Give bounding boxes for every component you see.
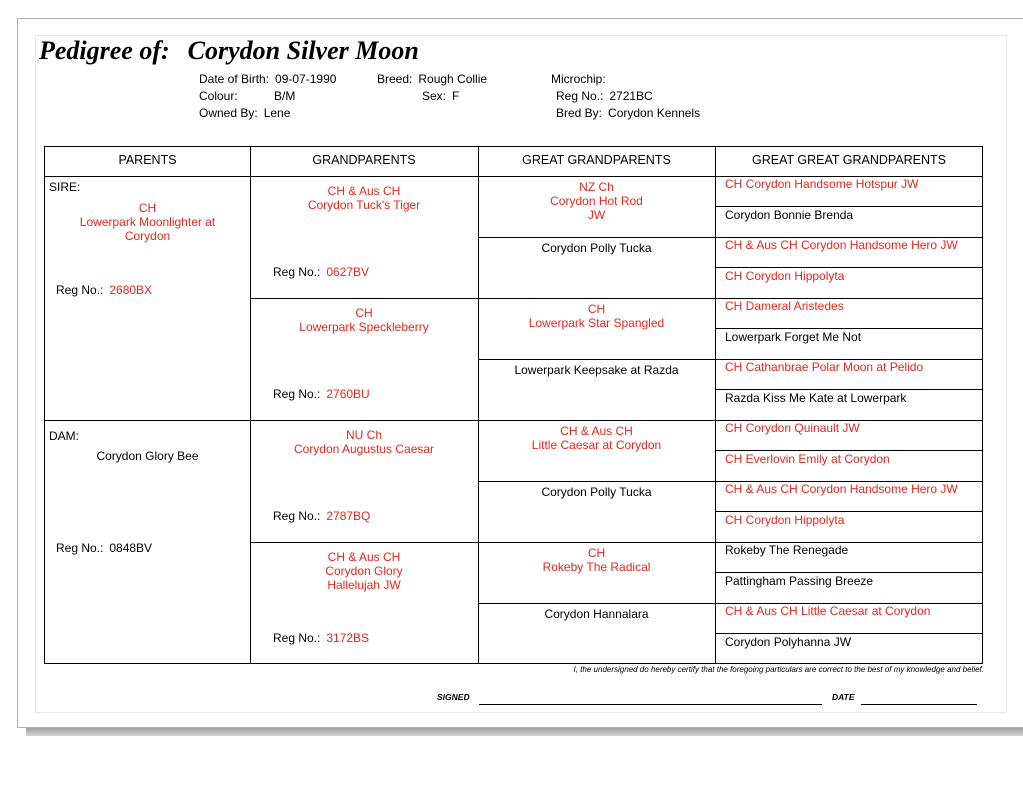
title-label: Pedigree of: [39, 36, 170, 65]
grandparent-reg [273, 265, 369, 279]
grandparent-reg [273, 631, 369, 645]
great-great-grandparent: CH & Aus CH Corydon Handsome Hero JW [725, 238, 958, 252]
owned-value: Lene [263, 106, 291, 120]
sex-value: F [452, 89, 460, 103]
microchip-field [551, 72, 612, 87]
grandparent-title: CH & Aus CH [327, 550, 401, 564]
grandparent-name: Lowerpark Speckleberry [299, 320, 429, 334]
row-divider [715, 206, 982, 207]
row-divider [478, 481, 715, 482]
dog-name: Corydon Silver Moon [187, 36, 419, 65]
header-parents: PARENTS [118, 153, 177, 167]
great-great-grandparent: CH Dameral Aristedes [725, 299, 844, 313]
great-grandparent-name: Lowerpark Star Spangled [528, 316, 665, 330]
grandparent-reg-label: Reg No.: [273, 631, 321, 645]
sex-label: Sex: [422, 89, 447, 103]
grandparent-reg-value: 0627BV [326, 265, 370, 279]
great-grandparent-title: CH [587, 546, 606, 560]
grandparent-reg-value: 3172BS [326, 631, 370, 645]
dam-reg [56, 541, 152, 555]
dam-name: Corydon Glory Bee [96, 449, 199, 463]
header-grandparents: GRANDPARENTS [312, 153, 416, 167]
breed-label: Breed: [377, 72, 413, 86]
great-grandparent-title: CH [587, 302, 606, 316]
header-great-grandparents: GREAT GRANDPARENTS [522, 153, 671, 167]
row-divider [478, 603, 715, 604]
great-grandparent-cell [478, 241, 715, 255]
great-grandparent-cell [478, 363, 715, 377]
great-great-grandparent: CH Corydon Hippolyta [725, 513, 845, 527]
grandparent-name: Corydon Tuck's Tiger [307, 198, 421, 212]
grandparent-reg-label: Reg No.: [273, 509, 321, 523]
great-grandparent-name: Lowerpark Keepsake at Razda [514, 363, 679, 377]
certification-text: I, the undersigned do hereby certify that the foregoing particulars are correct to the best of my knowledge and belief. [573, 665, 984, 674]
dam-label: DAM: [49, 429, 79, 443]
column-divider [715, 147, 716, 663]
row-divider [250, 298, 478, 299]
great-grandparent-name: Rokeby The Radical [542, 560, 651, 574]
row-divider [715, 633, 982, 634]
row-divider [478, 420, 715, 421]
header-great-great-grandparents: GREAT GREAT GRANDPARENTS [751, 153, 946, 167]
sire-reg-label: Reg No.: [56, 283, 104, 297]
dam-cell [45, 449, 250, 463]
great-grandparent-name: Corydon Hannalara [544, 607, 649, 621]
grandparent-name: Corydon Glory Hallelujah JW [325, 564, 403, 592]
row-divider [715, 267, 982, 268]
great-grandparent-name: Little Caesar at Corydon [531, 438, 662, 452]
grandparent-cell [250, 428, 478, 456]
breed-field [377, 72, 487, 87]
grandparent-cell [250, 184, 478, 212]
column-divider [478, 147, 479, 663]
sire-title: CH [138, 201, 157, 215]
owned-field [199, 106, 290, 121]
great-grandparent-name: Corydon Polly Tucka [541, 241, 652, 255]
dob-value: 09-07-1990 [275, 72, 337, 86]
reg-value: 2721BC [609, 89, 653, 103]
great-great-grandparent: CH & Aus CH Little Caesar at Corydon [725, 604, 931, 618]
grandparent-name: Corydon Augustus Caesar [293, 442, 435, 456]
great-grandparent-title: CH & Aus CH [560, 424, 633, 438]
sire-name: Lowerpark Moonlighter at Corydon [79, 215, 216, 243]
great-great-grandparent: Razda Kiss Me Kate at Lowerpark [725, 391, 907, 405]
colour-label: Colour: [199, 89, 238, 103]
great-great-grandparent: Pattingham Passing Breeze [725, 574, 874, 588]
row-divider [715, 389, 982, 390]
great-great-grandparent: CH Corydon Quinault JW [725, 421, 860, 435]
breed-value: Rough Collie [418, 72, 488, 86]
great-grandparent-cell [478, 546, 715, 574]
great-great-grandparent: CH Cathanbrae Polar Moon at Pelido [725, 360, 924, 374]
dob-label: Date of Birth: [199, 72, 270, 86]
grandparent-reg-value: 2760BU [326, 387, 370, 401]
great-great-grandparent: Rokeby The Renegade [725, 543, 849, 557]
dob-field [199, 72, 336, 87]
great-great-grandparent: Lowerpark Forget Me Not [725, 330, 862, 344]
owned-label: Owned By: [199, 106, 258, 120]
grandparent-cell [250, 550, 478, 592]
row-divider [478, 542, 715, 543]
row-divider [478, 298, 715, 299]
date-label: DATE [832, 692, 855, 702]
bred-field [556, 106, 700, 121]
signature-line [479, 704, 822, 705]
dam-reg-value: 0848BV [109, 541, 153, 555]
grandparent-title: NU Ch [345, 428, 382, 442]
row-divider [715, 572, 982, 573]
date-line [861, 704, 977, 705]
great-grandparent-cell [478, 424, 715, 452]
great-great-grandparent: CH Corydon Handsome Hotspur JW [725, 177, 919, 191]
microchip-label: Microchip: [551, 72, 606, 86]
grandparent-cell [250, 306, 478, 334]
sire-reg [56, 283, 152, 297]
grandparent-reg [273, 509, 370, 523]
row-divider [478, 237, 715, 238]
grandparent-reg [273, 387, 370, 401]
bred-label: Bred By: [556, 106, 603, 120]
grandparent-title: CH [355, 306, 373, 320]
signed-label: SIGNED [437, 692, 470, 702]
great-great-grandparent: CH Corydon Hippolyta [725, 269, 845, 283]
grandparent-title: CH & Aus CH [327, 184, 401, 198]
great-grandparent-title: NZ Ch [579, 180, 614, 194]
great-grandparent-cell [478, 302, 715, 330]
reg-label: Reg No.: [556, 89, 604, 103]
colour-value: B/M [274, 89, 296, 103]
row-divider [478, 359, 715, 360]
great-grandparent-cell [478, 607, 715, 621]
great-great-grandparent: CH Everlovin Emily at Corydon [725, 452, 890, 466]
great-grandparent-name: Corydon Polly Tucka [541, 485, 652, 499]
reg-field [556, 89, 653, 104]
bred-value: Corydon Kennels [608, 106, 701, 120]
grandparent-reg-value: 2787BQ [326, 509, 371, 523]
great-grandparent-cell [478, 180, 715, 222]
row-divider [45, 420, 478, 421]
row-divider [715, 328, 982, 329]
grandparent-reg-label: Reg No.: [273, 387, 321, 401]
great-grandparent-cell [478, 485, 715, 499]
row-divider [250, 542, 478, 543]
page-shadow [26, 727, 1023, 736]
sex-field [422, 89, 459, 104]
dam-reg-label: Reg No.: [56, 541, 104, 555]
row-divider [715, 511, 982, 512]
sire-cell [45, 201, 250, 243]
great-great-grandparent: Corydon Bonnie Brenda [725, 208, 854, 222]
great-great-grandparent: CH & Aus CH Corydon Handsome Hero JW [725, 482, 958, 496]
pedigree-table [44, 146, 983, 664]
row-divider [715, 450, 982, 451]
page-title [39, 36, 419, 66]
great-great-grandparent: Corydon Polyhanna JW [725, 635, 852, 649]
great-grandparent-name: Corydon Hot Rod JW [550, 194, 643, 222]
sire-label: SIRE: [49, 180, 81, 194]
sire-reg-value: 2680BX [109, 283, 153, 297]
grandparent-reg-label: Reg No.: [273, 265, 321, 279]
